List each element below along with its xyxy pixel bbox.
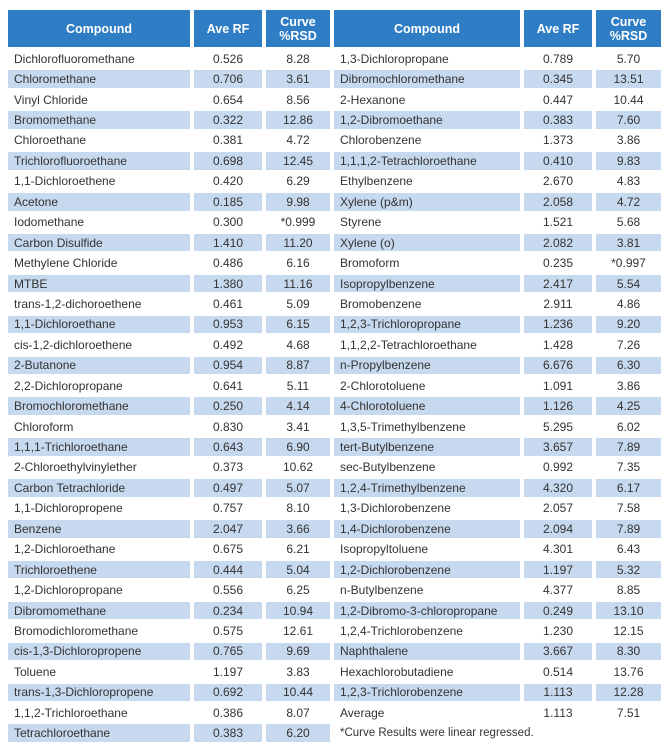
curve-rsd-cell: *0.997 xyxy=(611,256,646,271)
curve-rsd-cell: 10.94 xyxy=(266,602,330,619)
compound-cell: Carbon Tetrachloride xyxy=(8,479,194,496)
ave-rf-cell: 2.082 xyxy=(524,234,596,251)
curve-rsd-cell: 7.35 xyxy=(616,460,641,475)
ave-rf-cell: 0.322 xyxy=(194,111,266,128)
curve-rsd-cell: 11.16 xyxy=(266,275,330,292)
ave-rf-cell: 1.236 xyxy=(524,316,596,333)
compound-cell: Chlorobenzene xyxy=(334,132,524,149)
table-row xyxy=(8,111,330,128)
table-row xyxy=(334,50,661,67)
ave-rf-cell: 0.486 xyxy=(194,254,266,271)
curve-rsd-cell: *0.999 xyxy=(280,215,316,230)
compound-cell: Hexachlorobutadiene xyxy=(334,663,524,680)
ave-rf-cell: 0.992 xyxy=(524,459,596,476)
ave-rf-cell: 4.377 xyxy=(524,581,596,598)
table-row xyxy=(334,254,661,271)
table-row xyxy=(8,193,330,210)
table-row xyxy=(334,214,661,231)
compound-cell: 1,2,4-Trichlorobenzene xyxy=(334,622,524,639)
curve-rsd-cell: 7.26 xyxy=(616,337,641,352)
ave-rf-cell: 1.197 xyxy=(194,663,266,680)
curve-rsd-cell: 7.89 xyxy=(596,520,661,537)
compound-cell: Average xyxy=(334,704,524,721)
table-row xyxy=(8,561,330,578)
ave-rf-cell: 0.575 xyxy=(194,622,266,639)
table-row xyxy=(334,418,661,435)
curve-rsd-cell: 5.11 xyxy=(286,378,310,393)
compound-cell: MTBE xyxy=(8,275,194,292)
table-row xyxy=(334,132,661,149)
ave-rf-cell: 0.556 xyxy=(194,581,266,598)
curve-rsd-cell: 7.51 xyxy=(616,705,641,720)
ave-rf-cell: 0.497 xyxy=(194,479,266,496)
ave-rf-cell: 0.383 xyxy=(194,724,266,741)
compound-cell: 1,1,2,2-Tetrachloroethane xyxy=(334,336,524,353)
curve-rsd-cell: 12.28 xyxy=(596,684,661,701)
compound-cell: Trichlorofluoroethane xyxy=(8,152,194,169)
curve-rsd-cell: 9.20 xyxy=(596,316,661,333)
table-row xyxy=(8,602,330,619)
curve-rsd-cell: 3.61 xyxy=(266,70,330,87)
ave-rf-cell: 0.235 xyxy=(524,254,596,271)
compound-cell: Acetone xyxy=(8,193,194,210)
calibration-table-left xyxy=(8,7,330,745)
header-curve-rsd xyxy=(596,10,661,47)
compound-cell: 1,1,1,2-Tetrachloroethane xyxy=(334,152,524,169)
compound-cell: 1,1-Dichloroethane xyxy=(8,316,194,333)
table-row xyxy=(8,643,330,660)
table-row xyxy=(8,275,330,292)
ave-rf-cell: 0.692 xyxy=(194,684,266,701)
compound-cell: 1,3,5-Trimethylbenzene xyxy=(334,418,524,435)
ave-rf-cell: 0.234 xyxy=(194,602,266,619)
curve-rsd-cell: 10.44 xyxy=(266,684,330,701)
header-ave-rf: Ave RF xyxy=(524,10,596,47)
table-row xyxy=(334,111,661,128)
curve-rsd-cell: 3.86 xyxy=(616,378,641,393)
table-row xyxy=(334,357,661,374)
curve-rsd-cell: 8.07 xyxy=(286,705,310,720)
table-row xyxy=(8,70,330,87)
ave-rf-cell: 1.521 xyxy=(524,214,596,231)
ave-rf-cell: 0.250 xyxy=(194,397,266,414)
compound-cell: Chloromethane xyxy=(8,70,194,87)
table-row xyxy=(8,316,330,333)
ave-rf-cell: 0.643 xyxy=(194,438,266,455)
curve-rsd-cell: 6.90 xyxy=(266,438,330,455)
curve-rsd-cell: 3.41 xyxy=(286,419,310,434)
compound-cell: cis-1,3-Dichloropropene xyxy=(8,643,194,660)
compound-cell: 1,2,4-Trimethylbenzene xyxy=(334,479,524,496)
ave-rf-cell: 2.094 xyxy=(524,520,596,537)
footnote: *Curve Results were linear regressed. xyxy=(340,727,534,740)
ave-rf-cell: 1.380 xyxy=(194,275,266,292)
ave-rf-cell: 0.461 xyxy=(194,295,266,312)
table-row xyxy=(334,541,661,558)
compound-cell: Benzene xyxy=(8,520,194,537)
ave-rf-cell: 2.911 xyxy=(524,295,596,312)
curve-rsd-cell: 7.60 xyxy=(596,111,661,128)
table-row xyxy=(8,50,330,67)
ave-rf-cell: 1.230 xyxy=(524,622,596,639)
table-row xyxy=(334,397,661,414)
compound-cell: Dichlorofluoromethane xyxy=(8,50,194,67)
ave-rf-cell: 0.492 xyxy=(194,336,266,353)
compound-cell: Bromochloromethane xyxy=(8,397,194,414)
ave-rf-cell: 0.953 xyxy=(194,316,266,333)
curve-rsd-cell: 6.21 xyxy=(286,542,310,557)
table-row xyxy=(8,397,330,414)
header-curve-rsd xyxy=(266,10,330,47)
curve-rsd-cell: 7.58 xyxy=(616,501,641,516)
compound-cell: 1,3-Dichloropropane xyxy=(334,50,524,67)
curve-rsd-cell: 8.87 xyxy=(266,357,330,374)
curve-rsd-cell: 9.69 xyxy=(266,643,330,660)
table-row xyxy=(334,70,661,87)
compound-cell: sec-Butylbenzene xyxy=(334,459,524,476)
curve-rsd-cell: 5.09 xyxy=(286,296,310,311)
compound-cell: 2-Butanone xyxy=(8,357,194,374)
table-row xyxy=(334,275,661,292)
ave-rf-cell: 1.428 xyxy=(524,336,596,353)
curve-rsd-cell: 6.29 xyxy=(286,174,310,189)
ave-rf-cell: 0.185 xyxy=(194,193,266,210)
table-header-row xyxy=(334,10,661,47)
ave-rf-cell: 3.657 xyxy=(524,438,596,455)
ave-rf-cell: 0.345 xyxy=(524,70,596,87)
ave-rf-cell: 0.954 xyxy=(194,357,266,374)
ave-rf-cell: 4.320 xyxy=(524,479,596,496)
compound-cell: 1,2-Dichloropropane xyxy=(8,581,194,598)
ave-rf-cell: 2.417 xyxy=(524,275,596,292)
compound-cell: 1,2,3-Trichloropropane xyxy=(334,316,524,333)
curve-rsd-cell: 7.89 xyxy=(596,438,661,455)
compound-cell: 2,2-Dichloropropane xyxy=(8,377,194,394)
ave-rf-cell: 0.300 xyxy=(194,214,266,231)
compound-cell: Dibromochloromethane xyxy=(334,70,524,87)
compound-cell: Chloroethane xyxy=(8,132,194,149)
curve-rsd-cell: 8.56 xyxy=(286,92,310,107)
table-row xyxy=(334,663,661,680)
table-row xyxy=(334,500,661,517)
curve-rsd-cell: 6.20 xyxy=(266,724,330,741)
header-curve-rsd-label: Curve %RSD xyxy=(279,14,317,43)
compound-cell: Toluene xyxy=(8,663,194,680)
compound-cell: Xylene (o) xyxy=(334,234,524,251)
curve-rsd-cell: 4.72 xyxy=(596,193,661,210)
ave-rf-cell: 5.295 xyxy=(524,418,596,435)
ave-rf-cell: 1.197 xyxy=(524,561,596,578)
compound-cell: Isopropyltoluene xyxy=(334,541,524,558)
ave-rf-cell: 0.757 xyxy=(194,500,266,517)
table-row xyxy=(8,295,330,312)
table-row xyxy=(8,418,330,435)
curve-rsd-cell: 9.83 xyxy=(596,152,661,169)
compound-cell: 2-Hexanone xyxy=(334,91,524,108)
ave-rf-cell: 0.514 xyxy=(524,663,596,680)
compound-cell: 1,4-Dichlorobenzene xyxy=(334,520,524,537)
table-row xyxy=(8,479,330,496)
calibration-table-right xyxy=(334,7,661,745)
compound-cell: Iodomethane xyxy=(8,214,194,231)
curve-rsd-cell: 13.51 xyxy=(596,70,661,87)
ave-rf-cell: 0.249 xyxy=(524,602,596,619)
compound-cell: Xylene (p&m) xyxy=(334,193,524,210)
table-row xyxy=(8,91,330,108)
ave-rf-cell: 1.091 xyxy=(524,377,596,394)
compound-cell: n-Butylbenzene xyxy=(334,581,524,598)
ave-rf-cell: 2.057 xyxy=(524,500,596,517)
compound-cell: Dibromomethane xyxy=(8,602,194,619)
header-compound: Compound xyxy=(8,10,194,47)
ave-rf-cell: 6.676 xyxy=(524,357,596,374)
ave-rf-cell: 0.789 xyxy=(524,50,596,67)
compound-cell: Trichloroethene xyxy=(8,561,194,578)
compound-cell: Isopropylbenzene xyxy=(334,275,524,292)
compound-cell: 1,1-Dichloropropene xyxy=(8,500,194,517)
curve-rsd-cell: 6.17 xyxy=(596,479,661,496)
curve-rsd-cell: 5.68 xyxy=(616,215,641,230)
compound-cell: trans-1,2-dichoroethene xyxy=(8,295,194,312)
ave-rf-cell: 0.420 xyxy=(194,173,266,190)
compound-cell: tert-Butylbenzene xyxy=(334,438,524,455)
curve-rsd-cell: 5.07 xyxy=(266,479,330,496)
ave-rf-cell: 3.667 xyxy=(524,643,596,660)
compound-cell: 4-Chlorotoluene xyxy=(334,397,524,414)
compound-cell: 1,2-Dibromo-3-chloropropane xyxy=(334,602,524,619)
ave-rf-cell: 2.670 xyxy=(524,173,596,190)
compound-cell: cis-1,2-dichloroethene xyxy=(8,336,194,353)
compound-cell: 1,2-Dibromoethane xyxy=(334,111,524,128)
curve-rsd-cell: 12.61 xyxy=(282,623,314,638)
curve-rsd-cell: 12.86 xyxy=(266,111,330,128)
curve-rsd-cell: 4.72 xyxy=(286,133,310,148)
curve-rsd-cell: 5.54 xyxy=(596,275,661,292)
compound-cell: Styrene xyxy=(334,214,524,231)
curve-rsd-cell: 10.62 xyxy=(282,460,314,475)
table-row xyxy=(8,622,330,639)
curve-rsd-cell: 11.20 xyxy=(266,234,330,251)
curve-rsd-cell: 6.16 xyxy=(286,256,310,271)
table-row xyxy=(334,336,661,353)
curve-rsd-cell: 12.45 xyxy=(266,152,330,169)
table-row xyxy=(334,479,661,496)
ave-rf-cell: 0.765 xyxy=(194,643,266,660)
table-header-row xyxy=(8,10,330,47)
compound-cell: Bromomethane xyxy=(8,111,194,128)
curve-rsd-cell: 6.02 xyxy=(616,419,641,434)
table-row xyxy=(8,500,330,517)
compound-cell: trans-1,3-Dichloropropene xyxy=(8,684,194,701)
ave-rf-cell: 0.381 xyxy=(194,132,266,149)
table-row xyxy=(334,377,661,394)
curve-rsd-cell: 8.10 xyxy=(286,501,310,516)
compound-cell: 1,1,1-Trichloroethane xyxy=(8,438,194,455)
compound-cell: Chloroform xyxy=(8,418,194,435)
table-row xyxy=(334,643,661,660)
table-row xyxy=(8,724,330,741)
ave-rf-cell: 1.113 xyxy=(524,704,596,721)
ave-rf-cell: 0.410 xyxy=(524,152,596,169)
curve-rsd-cell: 8.30 xyxy=(596,643,661,660)
ave-rf-cell: 1.126 xyxy=(524,397,596,414)
compound-cell: 2-Chlorotoluene xyxy=(334,377,524,394)
curve-rsd-cell: 4.86 xyxy=(616,296,641,311)
compound-cell: Carbon Disulfide xyxy=(8,234,194,251)
curve-rsd-cell: 8.28 xyxy=(286,51,310,66)
ave-rf-cell: 0.526 xyxy=(194,50,266,67)
table-row xyxy=(8,581,330,598)
ave-rf-cell: 0.706 xyxy=(194,70,266,87)
curve-rsd-cell: 6.25 xyxy=(286,583,310,598)
ave-rf-cell: 1.373 xyxy=(524,132,596,149)
table-row xyxy=(8,132,330,149)
curve-rsd-cell: 6.15 xyxy=(266,316,330,333)
header-ave-rf: Ave RF xyxy=(194,10,266,47)
table-row xyxy=(334,234,661,251)
ave-rf-cell: 0.444 xyxy=(194,561,266,578)
table-row xyxy=(334,316,661,333)
ave-rf-cell: 0.698 xyxy=(194,152,266,169)
table-row xyxy=(8,541,330,558)
table-row xyxy=(8,336,330,353)
table-row xyxy=(334,622,661,639)
table-row xyxy=(8,704,330,721)
compound-cell: Tetrachloroethane xyxy=(8,724,194,741)
table-row xyxy=(334,193,661,210)
curve-rsd-cell: 9.98 xyxy=(266,193,330,210)
curve-rsd-cell: 5.32 xyxy=(596,561,661,578)
curve-rsd-cell: 5.04 xyxy=(266,561,330,578)
table-row xyxy=(334,520,661,537)
compound-cell: 1,3-Dichlorobenzene xyxy=(334,500,524,517)
ave-rf-cell: 4.301 xyxy=(524,541,596,558)
curve-rsd-cell: 3.83 xyxy=(286,664,310,679)
curve-rsd-cell: 8.85 xyxy=(616,583,641,598)
compound-cell: Methylene Chloride xyxy=(8,254,194,271)
compound-cell: Bromoform xyxy=(334,254,524,271)
table-row xyxy=(334,295,661,312)
compound-cell: 1,2-Dichloroethane xyxy=(8,541,194,558)
ave-rf-cell: 0.386 xyxy=(194,704,266,721)
ave-rf-cell: 0.447 xyxy=(524,91,596,108)
ave-rf-cell: 1.113 xyxy=(524,684,596,701)
ave-rf-cell: 0.373 xyxy=(194,459,266,476)
curve-rsd-cell: 10.44 xyxy=(613,92,644,107)
curve-rsd-cell: 4.83 xyxy=(616,174,641,189)
curve-rsd-cell: 6.43 xyxy=(616,542,641,557)
header-compound: Compound xyxy=(334,10,524,47)
ave-rf-cell: 0.654 xyxy=(194,91,266,108)
compound-cell: 1,1,2-Trichloroethane xyxy=(8,704,194,721)
table-row xyxy=(334,602,661,619)
compound-cell: Ethylbenzene xyxy=(334,173,524,190)
curve-rsd-cell: 3.66 xyxy=(266,520,330,537)
header-curve-rsd-label: Curve %RSD xyxy=(609,14,648,43)
curve-rsd-cell: 5.70 xyxy=(616,51,641,66)
curve-rsd-cell: 12.15 xyxy=(613,623,644,638)
compound-cell: Bromobenzene xyxy=(334,295,524,312)
table-row xyxy=(8,377,330,394)
table-row xyxy=(8,438,330,455)
compound-cell: Naphthalene xyxy=(334,643,524,660)
ave-rf-cell: 2.058 xyxy=(524,193,596,210)
table-row xyxy=(8,663,330,680)
table-row xyxy=(334,704,661,721)
table-row xyxy=(334,152,661,169)
compound-cell: n-Propylbenzene xyxy=(334,357,524,374)
footnote-row xyxy=(334,724,661,741)
table-row xyxy=(8,254,330,271)
table-row xyxy=(334,91,661,108)
ave-rf-cell: 0.641 xyxy=(194,377,266,394)
table-row xyxy=(334,173,661,190)
compound-cell: 2-Chloroethylvinylether xyxy=(8,459,194,476)
compound-cell: 1,1-Dichloroethene xyxy=(8,173,194,190)
ave-rf-cell: 2.047 xyxy=(194,520,266,537)
ave-rf-cell: 1.410 xyxy=(194,234,266,251)
compound-cell: Vinyl Chloride xyxy=(8,91,194,108)
table-row xyxy=(8,520,330,537)
table-row xyxy=(8,214,330,231)
compound-cell: 1,2,3-Trichlorobenzene xyxy=(334,684,524,701)
curve-rsd-cell: 6.30 xyxy=(596,357,661,374)
table-row xyxy=(8,684,330,701)
table-row xyxy=(8,357,330,374)
table-row xyxy=(334,581,661,598)
compound-cell: Bromodichloromethane xyxy=(8,622,194,639)
table-row xyxy=(8,152,330,169)
table-row xyxy=(8,459,330,476)
table-row xyxy=(8,234,330,251)
ave-rf-cell: 0.383 xyxy=(524,111,596,128)
table-row xyxy=(8,173,330,190)
curve-rsd-cell: 13.76 xyxy=(613,664,644,679)
table-row xyxy=(334,459,661,476)
curve-rsd-cell: 3.81 xyxy=(596,234,661,251)
ave-rf-cell: 0.830 xyxy=(194,418,266,435)
ave-rf-cell: 0.675 xyxy=(194,541,266,558)
table-row xyxy=(334,438,661,455)
curve-rsd-cell: 4.14 xyxy=(266,397,330,414)
curve-rsd-cell: 4.68 xyxy=(286,337,310,352)
compound-cell: 1,2-Dichlorobenzene xyxy=(334,561,524,578)
curve-rsd-cell: 13.10 xyxy=(596,602,661,619)
curve-rsd-cell: 3.86 xyxy=(616,133,641,148)
curve-rsd-cell: 4.25 xyxy=(596,397,661,414)
table-row xyxy=(334,684,661,701)
table-row xyxy=(334,561,661,578)
